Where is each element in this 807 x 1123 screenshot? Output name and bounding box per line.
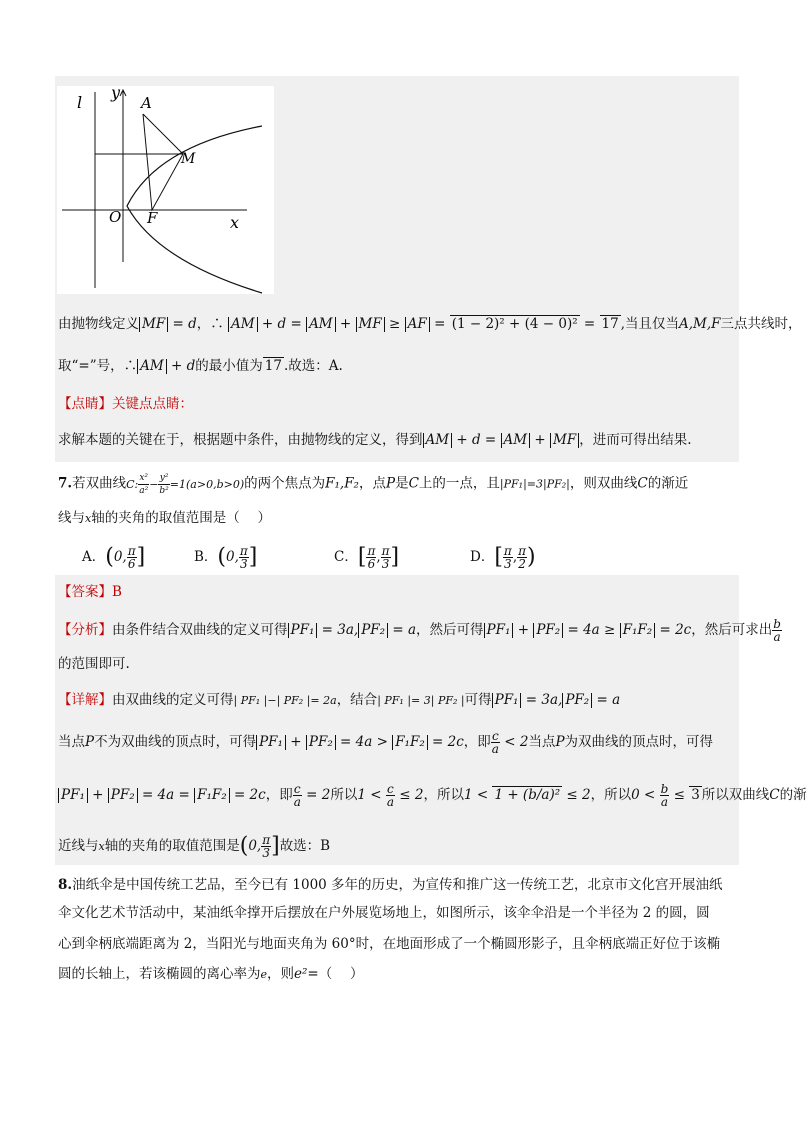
y-axis-label: y (111, 83, 121, 102)
text: .故选：A. (283, 358, 343, 374)
sol6-line-2: 取“=”号，∴ AM + d的最小值为 17 .故选：A. (58, 358, 343, 374)
point-a-label: A (141, 94, 152, 112)
option-c-label: C． (334, 549, 358, 565)
points-a-m-f: A,M,F (679, 316, 721, 332)
text: ，然后可求出 (691, 622, 773, 638)
sol6-comment: 求解本题的关键在于，根据题中条件，由抛物线的定义，得到 AM + d = AM + MF ，进而可得出结果. (58, 432, 692, 448)
question-number: 8. (58, 877, 73, 893)
x-axis-label: x (230, 213, 240, 232)
text: 是 (395, 475, 409, 492)
analysis-line-1: 【分析】由条件结合双曲线的定义可得 PF₁ = 3a, PF₂ = a，然后可得 PF₁ + PF₂ = 4a ≥ F₁F₂ = 2c，然后可求出 $\frac{b}{a}$ (58, 617, 781, 644)
parabola-figure (57, 83, 274, 294)
text: ，则双曲线 (569, 475, 638, 492)
parabola-diagram (57, 83, 274, 294)
text: 线与 (58, 510, 85, 526)
text: ，进而可得出结果. (579, 432, 692, 448)
focus-label: F (147, 209, 158, 227)
detail-tag: 【详解】 (58, 692, 112, 708)
comment-tag: 【点睛】关键点点睛： (58, 396, 193, 412)
text: 的两个焦点为 (244, 475, 326, 492)
analysis-line-2: 的范围即可. (58, 656, 130, 672)
question-number: 7. (58, 475, 73, 492)
text: 为双曲线的顶点时，可得 (564, 734, 714, 750)
q8-line-3: 心到伞柄底端距离为 2，当阳光与地面夹角为 60°时，在地面形成了一个椭圆形影子，且伞柄底端正好位于该椭 (58, 936, 721, 952)
text: ，所以 (590, 787, 632, 803)
text: 由抛物线定义 (58, 316, 139, 332)
text: 油纸伞是中国传统工艺品，至今已有 1000 多年的历史，为宣传和推广这一传统工艺，北京市文化宫开展油纸 (72, 877, 723, 893)
option-a-label: A． (82, 549, 106, 565)
text: ，所以 (423, 787, 464, 803)
option-a[interactable]: A．(0, $\frac{\pi}{6}$ ] (82, 544, 146, 571)
detail-line-2: 当点P不为双曲线的顶点时，可得 PF₁ + PF₂ = 4a > F₁F₂ = 2c，即 $\frac{c}{a}$ < 2当点P为双曲线的顶点时，可得 (58, 729, 714, 756)
text: 故选：B (279, 838, 331, 854)
text: ，结合 (336, 692, 378, 708)
option-c[interactable]: C．[ $\frac{\pi}{6}$ , $\frac{\pi}{3}$ ] (334, 544, 400, 571)
detail-line-1: 【详解】由双曲线的定义可得| PF₁ |−| PF₂ |= 2a，结合| PF₁ |= 3| PF₂ |可得 PF₁ = 3a, PF₂ = a (58, 692, 621, 708)
option-b[interactable]: B．(0, $\frac{\pi}{3}$ ] (194, 544, 258, 571)
text: 的渐 (779, 787, 807, 803)
text: 当点 (528, 734, 556, 750)
text: ，然后可得 (416, 622, 484, 638)
text: ，则 (267, 966, 295, 982)
text: 由双曲线的定义可得 (112, 692, 234, 708)
q8-line-2: 伞文化艺术节活动中，某油纸伞撑开后摆放在户外展览场地上，如图所示，该伞伞沿是一个半径为 2 的圆，圆 (58, 905, 710, 921)
q8-line-4: 圆的长轴上，若该椭圆的离心率为e，则e²=（ ） (58, 966, 364, 982)
text: 不为双曲线的顶点时，可得 (94, 734, 257, 750)
text: 当点 (58, 734, 85, 750)
origin-label: O (109, 208, 122, 226)
text: 轴的夹角的取值范围是（ ） (91, 510, 272, 526)
text: ，即 (265, 787, 293, 803)
option-b-label: B． (194, 549, 218, 565)
text: 的渐近 (647, 475, 689, 492)
text: 可得 (464, 692, 492, 708)
text: 轴的夹角的取值范围是 (104, 838, 240, 854)
answer-line: 【答案】B (58, 584, 122, 600)
analysis-tag: 【分析】 (58, 622, 112, 638)
detail-line-3: PF₁ + PF₂ = 4a = F₁F₂ = 2c，即 $\frac{c}{a}$ = 2所以1 < $\frac{c}{a}$ ≤ 2，所以1 < 1 + (b/a)² ≤ 2，所以0 < $\frac{b}{a}$ ≤ 3 所以双曲线C的渐 (58, 783, 807, 808)
text: 的最小值为 (195, 358, 263, 374)
option-d-label: D． (470, 549, 495, 565)
point-m-label: M (181, 151, 196, 167)
text: 三点共线时， (720, 316, 802, 332)
option-d[interactable]: D．[ $\frac{\pi}{3}$ , $\frac{\pi}{2}$ ) (470, 544, 536, 571)
detail-line-4: 近线与x轴的夹角的取值范围是(0, $\frac{\pi}{3}$ ]故选：B (58, 833, 331, 860)
text: 所以双曲线 (701, 787, 770, 803)
text: 近线与 (58, 838, 99, 854)
q7-stem-line-2: 线与x轴的夹角的取值范围是（ ） (58, 510, 272, 526)
text: 所以 (330, 787, 358, 803)
text: ，点 (358, 475, 386, 492)
sol6-line-1: 由抛物线定义 MF = d，∴ AM + d = AM + MF ≥ AF = (1 − 2)² + (4 − 0)² = 17 ,当且仅当A,M,F三点共线时， (58, 316, 802, 332)
line-l-label: l (77, 93, 83, 112)
text: =（ ） (307, 966, 364, 982)
q8-line-1 (58, 875, 723, 895)
text: 取“=”号，∴ (58, 358, 138, 374)
text: 若双曲线 (72, 475, 127, 492)
q7-stem-line-1: 7.若双曲线C: $\frac{\text{x²}}{\text{a²}}$ − $\frac{\text{y²}}{\text{b²}}$ =1(a>0,b>0)的两个焦点为F₁,F₂，点P是C上的一点，且|PF₁|=3|PF₂|，则双曲线C的渐近 (58, 473, 689, 496)
text: ,当且仅当 (620, 316, 680, 332)
text: 上的一点，且 (418, 475, 500, 492)
text: ，即 (463, 734, 491, 750)
text: 由条件结合双曲线的定义可得 (112, 622, 288, 638)
text: 圆的长轴上，若该椭圆的离心率为 (58, 966, 261, 982)
text: 求解本题的关键在于，根据题中条件，由抛物线的定义，得到 (58, 432, 423, 448)
